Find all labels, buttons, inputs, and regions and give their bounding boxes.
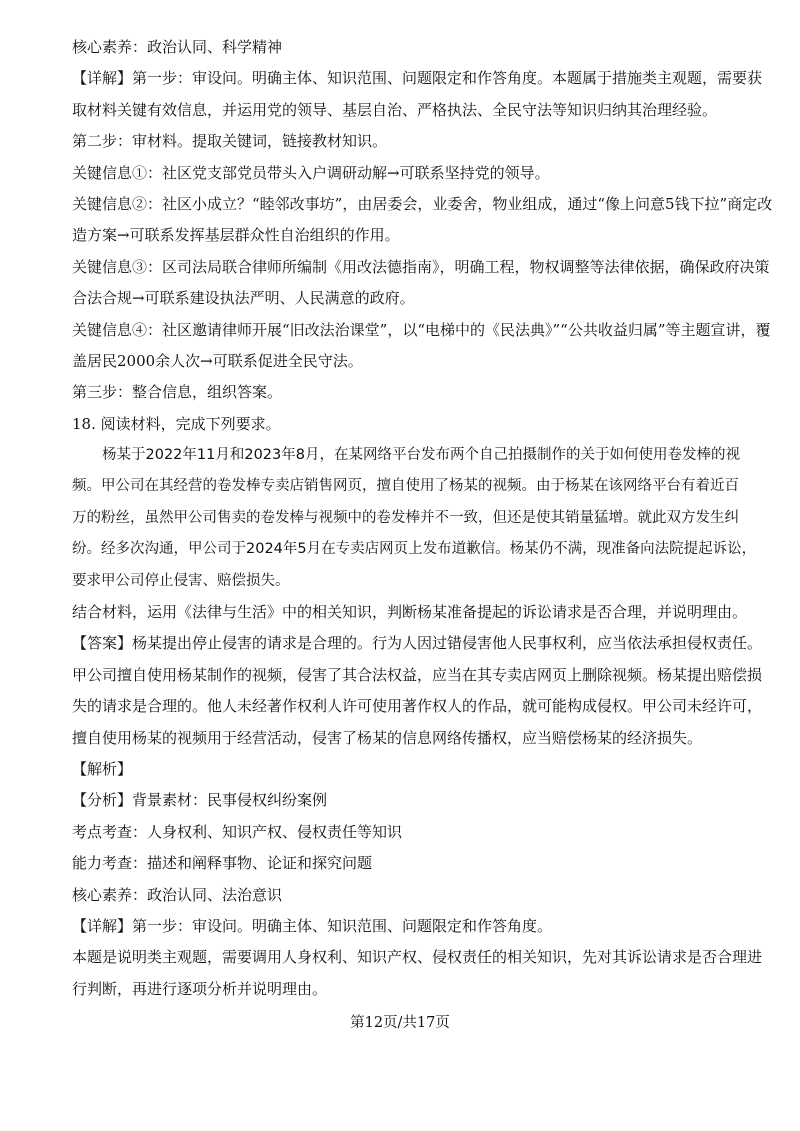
text-line: 【解析】	[72, 759, 133, 778]
text-line: 关键信息①：社区党支部党员带头入户调研动解→可联系坚持党的领导。	[72, 163, 550, 182]
text-line: 关键信息②：社区小成立？“睦邻改事坊”，由居委会，业委舍，物业组成，通过“像上问意5钱下拉”商定改	[72, 194, 773, 213]
text-line: 擅自使用杨某的视频用于经营活动，侵害了杨某的信息网络传播权，应当赔偿杨某的经济损失。	[72, 728, 703, 747]
text-line: 【详解】第一步：审设问。明确主体、知识范围、问题限定和作答角度。	[72, 916, 553, 935]
text-line: 【答案】杨某提出停止侵害的请求是合理的。行为人因过错侵害他人民事权利，应当依法承担侵权责任。	[72, 634, 763, 653]
material-text-line: 要求甲公司停止侵害、赔偿损失。	[72, 572, 290, 589]
material-text-line: 纷。经多次沟通，甲公司于2024年5月在专卖店网页上发布道歉信。杨某仍不满，现准备向法院提起诉讼，	[72, 541, 757, 558]
text-line: 核心素养：政治认同、法治意识	[72, 885, 283, 904]
text-line: 关键信息④：社区邀请律师开展“旧改法治课堂”，以“电梯中的《民法典》”“公共收益归属”等主题宣讲，覆	[72, 320, 771, 339]
text-line: 18. 阅读材料，完成下列要求。	[72, 414, 281, 433]
text-line: 关键信息③：区司法局联合律师所编制《用改法德指南》，明确工程，物权调整等法律依据，确保政府决策	[72, 257, 770, 276]
text-line: 能力考查：描述和阐释事物、论证和探究问题	[72, 854, 373, 873]
text-line: 本题是说明类主观题，需要调用人身权利、知识产权、侵权责任的相关知识，先对其诉讼请求是否合理进	[72, 948, 763, 967]
text-line: 失的请求是合理的。他人未经著作权利人许可使用著作权人的作品，就可能构成侵权。甲公司未经许可，	[72, 697, 763, 716]
text-line: 合法合规→可联系建设执法严明、人民满意的政府。	[72, 289, 415, 308]
text-line: 取材料关键有效信息，并运用党的领导、基层自治、严格执法、全民守法等知识归纳其治理经验。	[72, 100, 718, 119]
page-number: 第12页/共17页	[350, 1015, 450, 1031]
text-line: 结合材料，运用《法律与生活》中的相关知识，判断杨某准备提起的诉讼请求是否合理，并说明理由。	[72, 603, 748, 622]
text-line: 盖居民2000余人次→可联系促进全民守法。	[72, 351, 363, 370]
text-line: 核心素养：政治认同、科学精神	[72, 38, 283, 56]
text-line: 行判断，再进行逐项分析并说明理由。	[72, 979, 328, 998]
material-text-line: 频。甲公司在其经营的卷发棒专卖店销售网页，擅自使用了杨某的视频。由于杨某在该网络平台有着近百	[72, 478, 739, 495]
text-line: 考点考查：人身权利、知识产权、侵权责任等知识	[72, 822, 403, 841]
text-line: 第二步：审材料。提取关键词，链接教材知识。	[72, 132, 388, 151]
text-line: 【分析】背景素材：民事侵权纠纷案例	[72, 791, 328, 810]
text-line: 第三步：整合信息，组织答案。	[72, 383, 283, 402]
text-line: 【详解】第一步：审设问。明确主体、知识范围、问题限定和作答角度。本题属于措施类主观题，需要获	[72, 69, 763, 88]
material-text-line: 万的粉丝，虽然甲公司售卖的卷发棒与视频中的卷发棒并不一致，但还是使其销量猛增。就此双方发生纠	[72, 509, 739, 526]
document-body	[72, 32, 773, 1005]
text-line: 甲公司擅自使用杨某制作的视频，侵害了其合法权益，应当在其专卖店网页上删除视频。杨某提出赔偿损	[72, 665, 763, 684]
text-line: 造方案→可联系发挥基层群众性自治组织的作用。	[72, 226, 400, 245]
material-text-line: 杨某于2022年11月和2023年8月，在某网络平台发布两个自己拍摄制作的关于如何使用卷发棒的视	[102, 447, 740, 464]
